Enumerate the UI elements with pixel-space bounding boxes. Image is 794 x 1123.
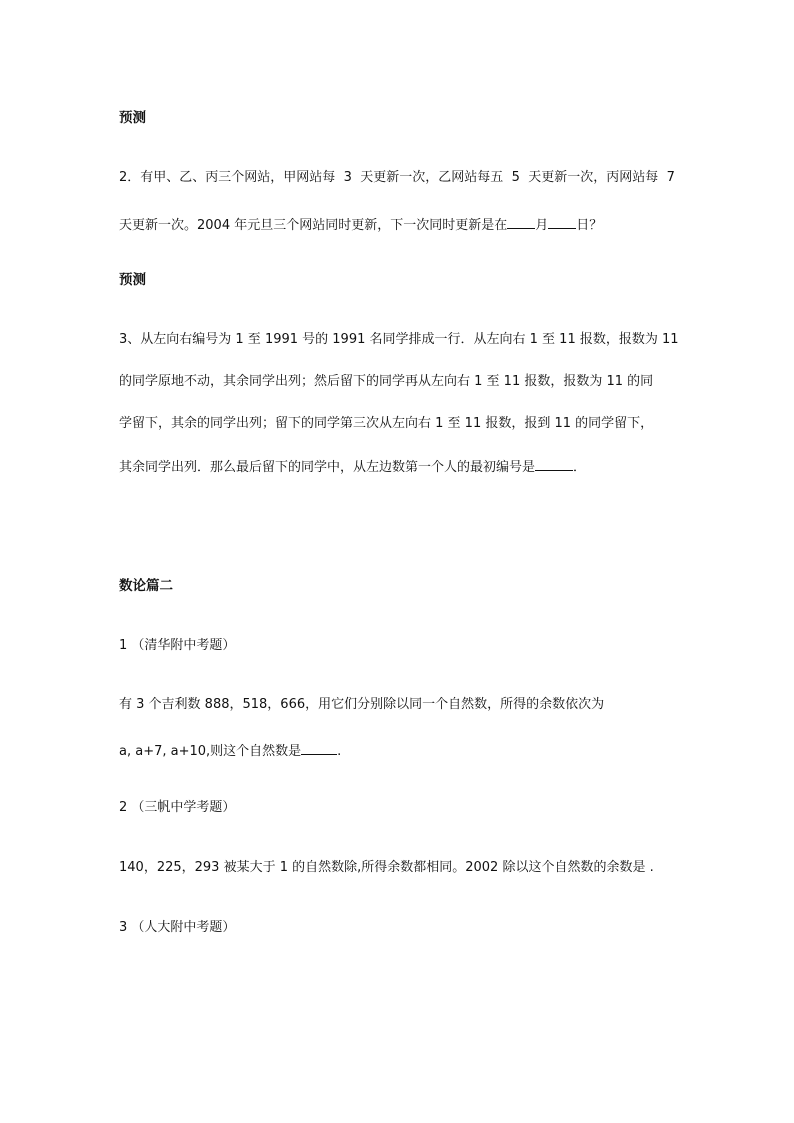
q2-line-1 xyxy=(119,170,675,186)
p1-line2-end: . xyxy=(337,744,342,759)
problem-1-line-1: 有 3 个吉利数 888，518，666，用它们分别除以同一个自然数，所得的余数依次为 xyxy=(119,697,605,712)
problem-2-line-1: 140，225，293 被某大于 1 的自然数除,所得余数都相同。2002 除以这个自然数的余数是 . xyxy=(119,860,654,875)
answer-blank-q3 xyxy=(535,457,573,471)
heading-number-theory-2: 数论篇二 xyxy=(119,578,173,594)
problem-3-label: 3 （人大附中考题） xyxy=(119,920,236,935)
day-blank xyxy=(548,215,576,229)
q2-text-3: 天更新一次，丙网站每 xyxy=(528,170,659,185)
q2-line-2 xyxy=(119,215,602,234)
q3-line-4 xyxy=(119,457,586,476)
p1-line2-text: a, a+7, a+10,则这个自然数是 xyxy=(119,744,302,759)
heading-prediction-2: 预测 xyxy=(119,272,146,288)
q2-num-3: 3 xyxy=(343,170,352,185)
q3-line-3: 学留下，其余的同学出列；留下的同学第三次从左向右 1 至 11 报数，报到 11 的同学留下， xyxy=(119,416,654,431)
q2-num-7: 7 xyxy=(666,170,675,185)
problem-2-label: 2 （三帆中学考题） xyxy=(119,800,236,815)
q3-line4-end: ． xyxy=(573,460,587,475)
q2-line2-text: 天更新一次。2004 年元旦三个网站同时更新，下一次同时更新是在 xyxy=(119,218,508,233)
q2-num-5: 5 xyxy=(511,170,520,185)
problem-1-line-2 xyxy=(119,741,341,760)
q2-text-1: 2．有甲、乙、丙三个网站，甲网站每 xyxy=(119,170,336,185)
answer-blank-p1 xyxy=(301,741,337,755)
q3-line-1: 3、从左向右编号为 1 至 1991 号的 1991 名同学排成一行．从左向右 1 至 11 报数，报数为 11 xyxy=(119,332,679,347)
day-label: 日？ xyxy=(576,218,603,233)
q2-text-2: 天更新一次，乙网站每五 xyxy=(360,170,504,185)
problem-1-label: 1 （清华附中考题） xyxy=(119,638,236,653)
month-label: 月 xyxy=(535,218,549,233)
month-blank xyxy=(507,215,535,229)
q3-line-2: 的同学原地不动，其余同学出列；然后留下的同学再从左向右 1 至 11 报数，报数为 11 的同 xyxy=(119,374,654,389)
heading-prediction-1: 预测 xyxy=(119,110,146,126)
q3-line4-text: 其余同学出列．那么最后留下的同学中，从左边数第一个人的最初编号是 xyxy=(119,460,536,475)
